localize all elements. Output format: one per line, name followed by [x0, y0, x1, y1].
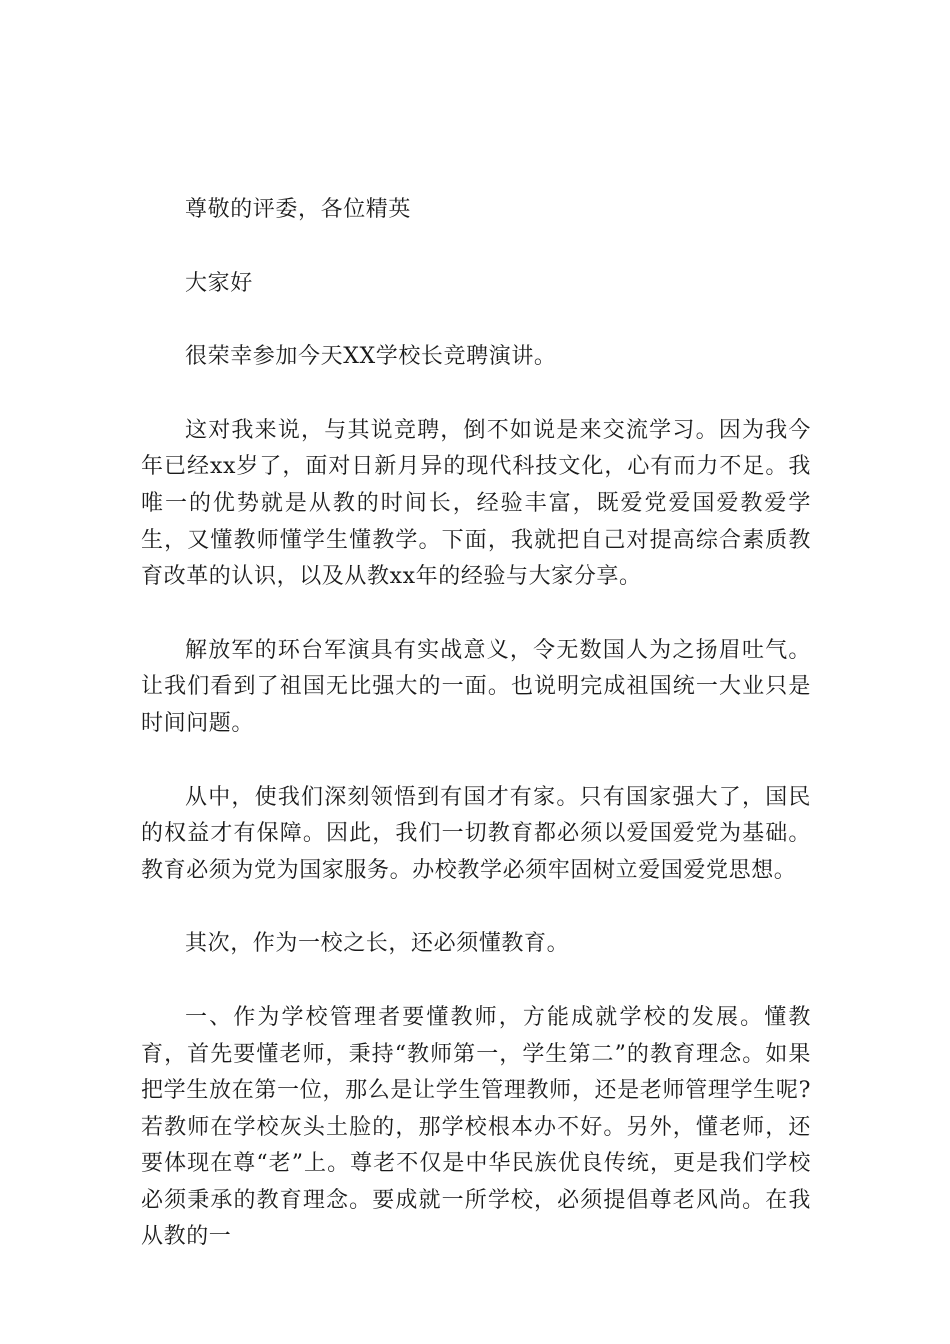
salutation-paragraph: 尊敬的评委，各位精英: [185, 197, 412, 222]
body-paragraph-1: 这对我来说，与其说竞聘，倒不如说是来交流学习。因为我今年已经xx岁了，面对日新月异的现代科技文化，心有而力不足。我唯一的优势就是从教的时间长，经验丰富，既爱党爱国爱教爱学生，又懂教师懂学生懂教学。下面，我就把自己对提高综合素质教育改革的认识，以及从教xx年的经验与大家分享。: [141, 417, 811, 590]
body-paragraph-5: 一、作为学校管理者要懂教师，方能成就学校的发展。懂教育，首先要懂老师，秉持“教师第一，学生第二”的教育理念。如果把学生放在第一位，那么是让学生管理教师，还是老师管理学生呢?若教师在学校灰头土脸的，那学校根本办不好。另外，懂老师，还要体现在尊“老”上。尊老不仅是中华民族优良传统，更是我们学校必须秉承的教育理念。要成就一所学校，必须提倡尊老风尚。在我从教的一: [141, 1004, 811, 1250]
body-paragraph-4: 其次，作为一校之长，还必须懂教育。: [185, 931, 570, 957]
intro-paragraph: 很荣幸参加今天XX学校长竞聘演讲。: [185, 344, 557, 370]
body-paragraph-2: 解放军的环台军演具有实战意义，令无数国人为之扬眉吐气。让我们看到了祖国无比强大的一面。也说明完成祖国统一大业只是时间问题。: [141, 637, 811, 736]
greeting-paragraph: 大家好: [185, 270, 253, 296]
document-body: [141, 192, 811, 1293]
body-paragraph-3: 从中，使我们深刻领悟到有国才有家。只有国家强大了，国民的权益才有保障。因此，我们一切教育都必须以爱国爱党为基础。教育必须为党为国家服务。办校教学必须牢固树立爱国爱党思想。: [141, 784, 811, 883]
